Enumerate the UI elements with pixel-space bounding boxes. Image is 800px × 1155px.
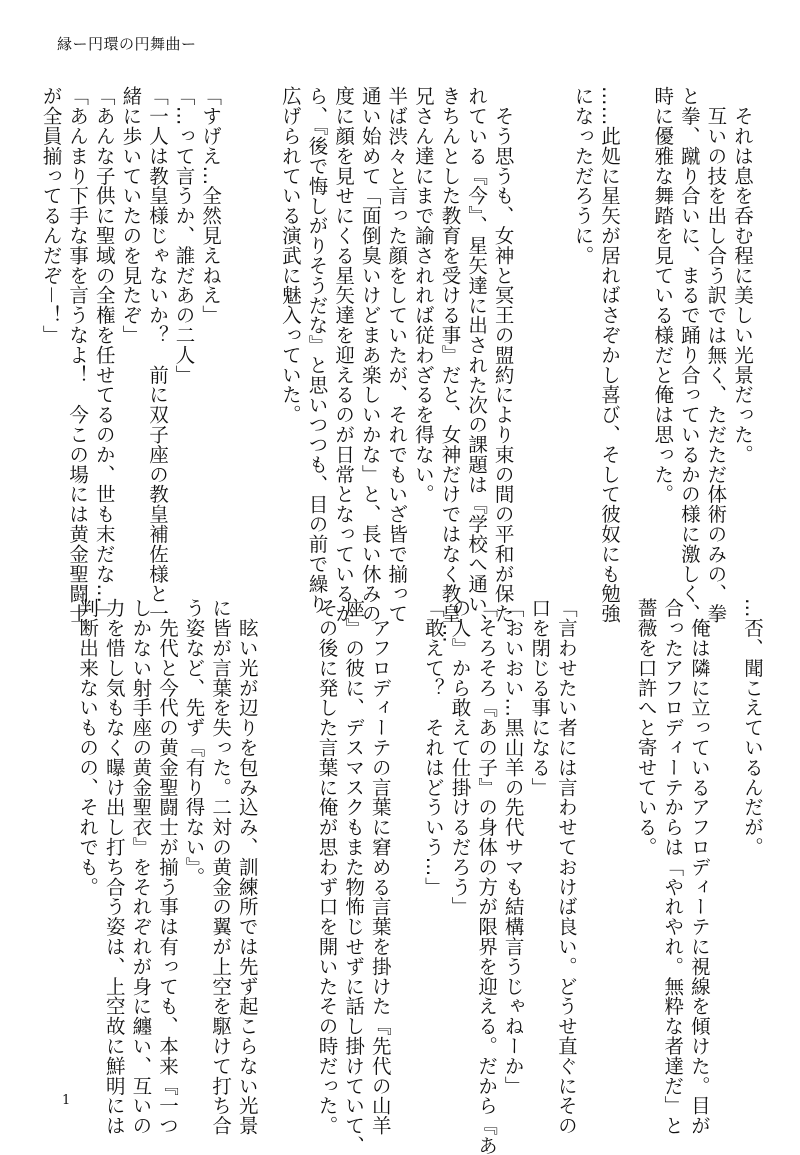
text-line: 口を閉じる事になる」 [528, 598, 552, 797]
text-line: それは息を呑む程に美しい光景だった。 [731, 86, 754, 465]
text-line: になっただろうに。 [571, 86, 595, 266]
text-line: と拳、蹴り合いに、まるで踊り合っているかの様に激しく、 [677, 86, 701, 624]
text-line: 兄さん達にまで諭されれば従わざるを得ない。 [411, 86, 435, 504]
text-line: 「そろそろ『あの子』の身体の方が限界を迎える。だから『あ [475, 598, 499, 1155]
text-line: きちんとした教育を受ける事』だと、女神だけではなく教皇… [438, 86, 462, 644]
text-line: 眩い光が辺りを包み込み、訓練所では先ず起こらない光景 [235, 598, 259, 1136]
text-line [712, 598, 739, 1068]
text-line [579, 598, 606, 1068]
text-line: う姿など、先ず『有り得ない』。 [182, 598, 206, 887]
text-line: 「言わせたい者には言わせておけば良い。どうせ直ぐにその [554, 598, 578, 1136]
text-line [223, 86, 250, 556]
text-line [393, 598, 420, 1068]
text-line: 緒に歩いていたのを見たぞ」 [119, 86, 143, 345]
text-line: 座』の彼に、デスマスクもまた物怖じせずに話し掛けていて、 [342, 598, 366, 1155]
text-line: 「敢えて？ それはどういう…」 [421, 598, 445, 897]
text-line: 力を惜し気もなく曝け出し打ち合う姿は、上空故に鮮明には [102, 598, 126, 1136]
text-line [516, 86, 543, 556]
upper-text-block [39, 86, 755, 644]
text-line: 度に顔を見せにくる星矢達を迎えるのが日常となっているか [332, 86, 356, 624]
page-number: 1 [62, 1093, 71, 1108]
text-line: 「一人は教皇様じゃないか？ 前に双子座の教皇補佐様と一 [145, 86, 169, 624]
text-line: 時に優雅な舞踏を見ている様だと俺は思った。 [651, 86, 675, 504]
text-line: 互いの技を出し合う訳では無く、ただただ体術のみの、拳 [704, 86, 728, 624]
text-line [542, 86, 569, 556]
text-line: ……此処に星矢が居ればさぞかし喜び、そして彼奴にも勉強 [598, 86, 622, 624]
text-line [250, 86, 277, 556]
text-line: その後に発した言葉に俺が思わず口を開いたその時だった。 [315, 598, 339, 1136]
text-line: 通い始めて「面倒臭いけどまあ楽しいかな」と、長い休みの [358, 86, 382, 624]
text-line: 半ば渋々と言った顔をしていたが、それでもいざ皆で揃って [385, 86, 409, 624]
text-line: アフロディーテの言葉に窘める言葉を掛けた『先代の山羊 [368, 598, 392, 1136]
text-line: 先代と今代の黄金聖闘士が揃う事は有っても、本来『一つ [155, 598, 179, 1136]
text-line [622, 86, 649, 556]
text-line: 薔薇を口許へと寄せている。 [634, 598, 658, 857]
text-line [286, 598, 313, 1068]
text-line: ら、『後で悔しがりそうだな』と思いつつも、目の前で繰り [305, 86, 329, 614]
text-line: 「…って言うか、誰だあの二人」 [172, 86, 196, 385]
text-line: 判断出来ないものの、それでも。 [76, 598, 100, 897]
text-line: れている『今』、星矢達に出された次の課題は『学校へ通い、 [465, 86, 489, 634]
text-line: の人』から敢えて仕掛けるだろう」 [448, 598, 472, 917]
text-line: …否、聞こえているんだが。 [741, 598, 764, 857]
text-line: 「おいおい…黒山羊の先代サマも結構言うじゃねーか」 [501, 598, 525, 1096]
text-line [605, 598, 632, 1068]
text-line [260, 598, 287, 1068]
text-line: そう思うも、女神と冥王の盟約により束の間の平和が保た [491, 86, 515, 624]
text-line: に皆が言葉を失った。二対の黄金の翼が上空を駆けて打ち合 [209, 598, 233, 1136]
text-line: 俺は隣に立っているアフロディーテに視線を傾けた。目が [687, 598, 711, 1136]
text-line: しかない射手座の黄金聖衣』をそれぞれが身に纏い、互いの [129, 598, 153, 1136]
text-line: が全員揃ってるんだぞ－！」 [39, 86, 63, 345]
text-line: 「あんまり下手な事を言うなよ！ 今この場には黄金聖闘士 [66, 86, 90, 624]
text-line: 「すげえ…全然見えねえ」 [199, 86, 223, 325]
lower-text-block [55, 598, 765, 1155]
text-line: 広げられている演武に魅入っていた。 [278, 86, 302, 425]
text-line: 合ったアフロディーテからは「やれやれ。無粋な者達だ」と [661, 598, 685, 1136]
text-line: 「あんな子供に聖域の全権を任せてるのか、世も末だな…」 [92, 86, 116, 624]
page-header-title: 縁ー円環の円舞曲ー [57, 35, 197, 53]
